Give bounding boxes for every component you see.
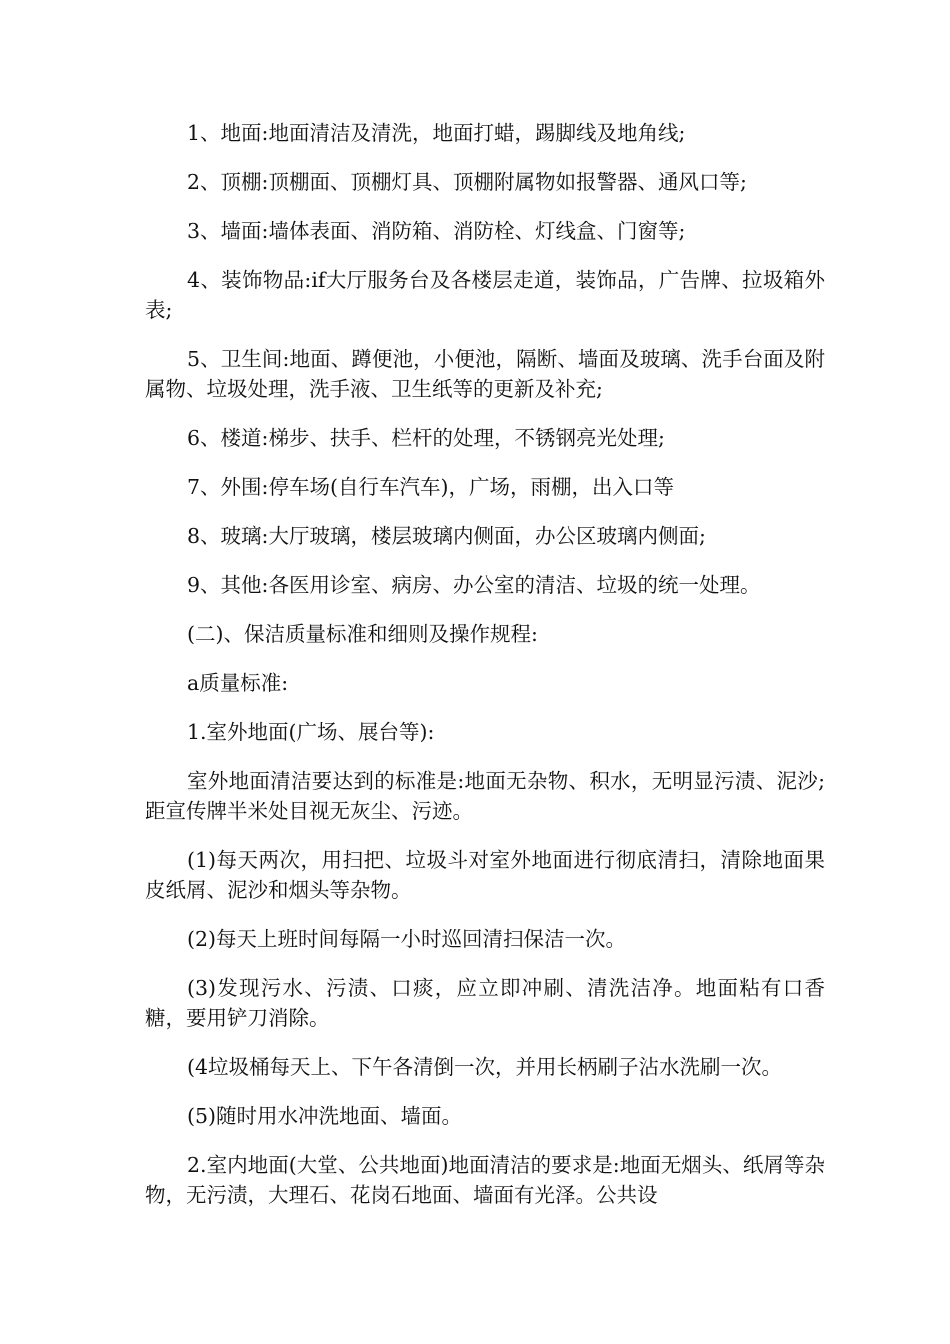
paragraph-2: 2、顶棚:顶棚面、顶棚灯具、顶棚附属物如报警器、通风口等;: [187, 170, 747, 194]
section-heading-standards: (二)、保洁质量标准和细则及操作规程:: [187, 622, 538, 646]
subheading-quality-standard: a质量标准:: [187, 671, 289, 695]
paragraph-3: 3、墙面:墙体表面、消防箱、消防栓、灯线盒、门窗等;: [187, 219, 686, 243]
paragraph-indoor-ground: 2.室内地面(大堂、公共地面)地面清洁的要求是:地面无烟头、纸屑等杂物，无污渍，大理石、花岗石地面、墙面有光泽。公共设: [145, 1153, 825, 1207]
paragraph-step-3: (3)发现污水、污渍、口痰，应立即冲刷、清洗洁净。地面粘有口香糖，要用铲刀消除。: [145, 976, 825, 1030]
paragraph-4: 4、装饰物品:if大厅服务台及各楼层走道，装饰品，广告牌、拉圾箱外表;: [145, 268, 825, 322]
paragraph-step-2: (2)每天上班时间每隔一小时巡回清扫保洁一次。: [187, 927, 627, 951]
paragraph-outdoor-standard: 室外地面清洁要达到的标准是:地面无杂物、积水，无明显污渍、泥沙;距宣传牌半米处目视无灰尘、污迹。: [145, 769, 825, 823]
subheading-outdoor-ground: 1.室外地面(广场、展台等):: [187, 720, 435, 744]
paragraph-step-4: (4垃圾桶每天上、下午各清倒一次，并用长柄刷子沾水洗刷一次。: [187, 1055, 783, 1079]
paragraph-5: 5、卫生间:地面、蹲便池，小便池，隔断、墙面及玻璃、洗手台面及附属物、垃圾处理，洗手液、卫生纸等的更新及补充;: [145, 347, 825, 401]
paragraph-1: 1、地面:地面清洁及清洗，地面打蜡，踢脚线及地角线;: [187, 121, 686, 145]
paragraph-9: 9、其他:各医用诊室、病房、办公室的清洁、垃圾的统一处理。: [187, 573, 761, 597]
document-body: [145, 118, 825, 1229]
paragraph-7: 7、外围:停车场(自行车汽车)，广场，雨棚，出入口等: [187, 475, 674, 499]
paragraph-step-5: (5)随时用水冲洗地面、墙面。: [187, 1104, 463, 1128]
paragraph-step-1: (1)每天两次，用扫把、垃圾斗对室外地面进行彻底清扫，清除地面果皮纸屑、泥沙和烟头等杂物。: [145, 848, 825, 902]
paragraph-8: 8、玻璃:大厅玻璃，楼层玻璃内侧面，办公区玻璃内侧面;: [187, 524, 706, 548]
paragraph-6: 6、楼道:梯步、扶手、栏杆的处理，不锈钢亮光处理;: [187, 426, 665, 450]
